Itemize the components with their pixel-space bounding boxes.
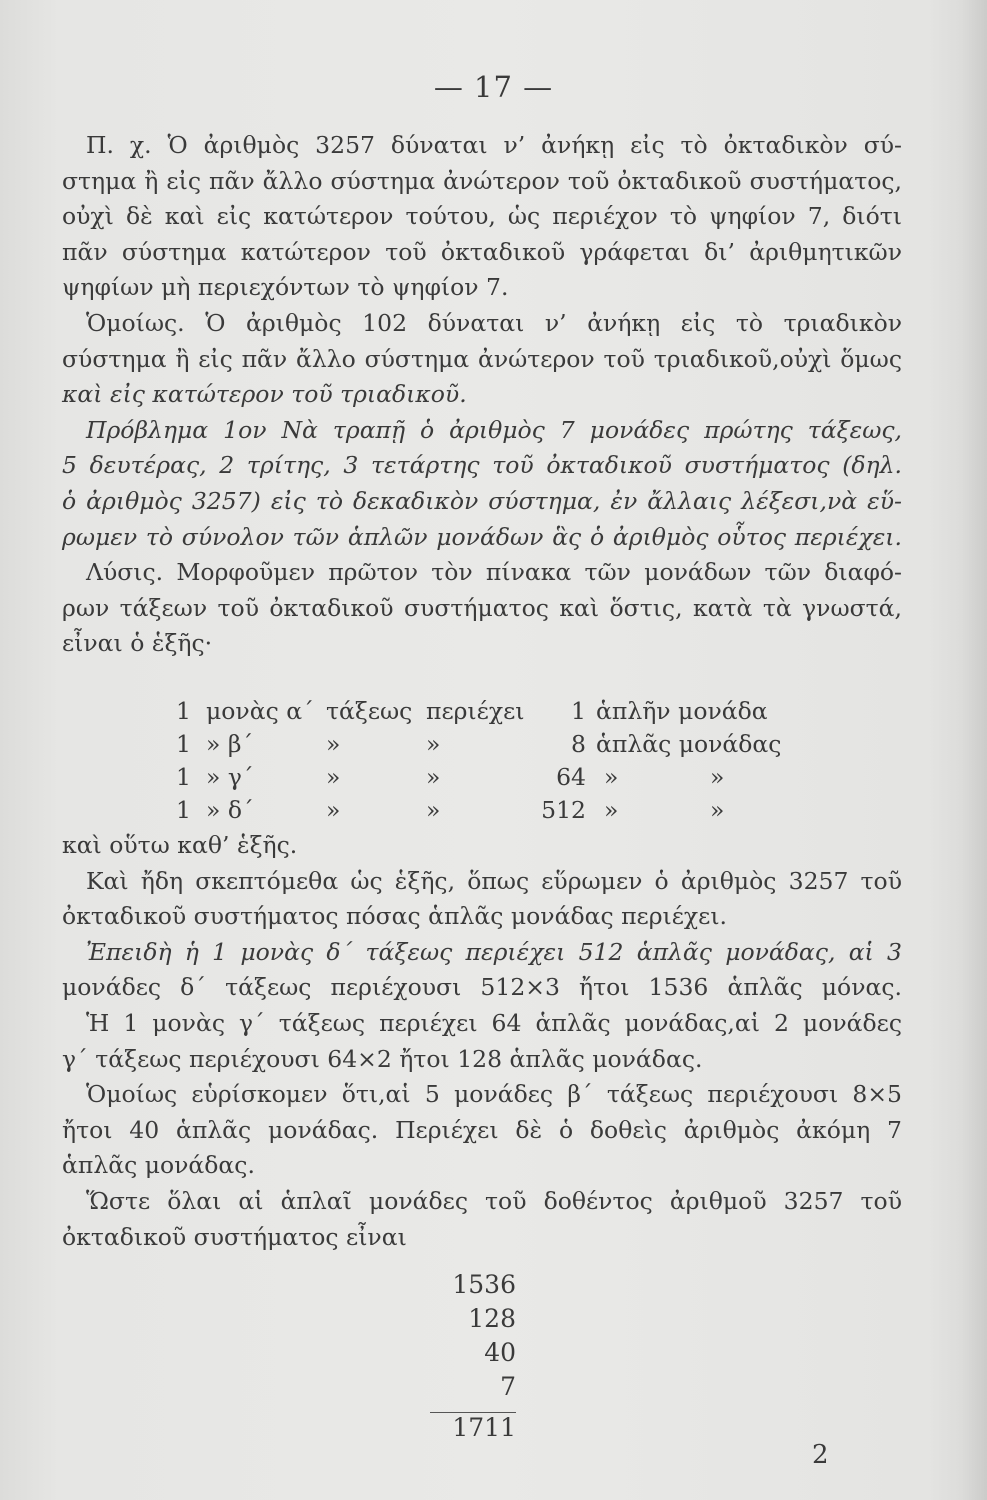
text-line: ρωμεν τὸ σύνολον τῶν ἁπλῶν μονάδων ἃς ὁ ἀριθμὸς οὗτος περιέχει.	[62, 522, 902, 551]
text-line: Ἐπειδὴ ἡ 1 μονὰς δ΄ τάξεως περιέχει 512 ἁπλᾶς μονάδας, αἱ 3	[86, 937, 902, 966]
table-cell: »	[604, 796, 619, 824]
table-cell: 1	[571, 697, 586, 725]
table-cell: »	[426, 730, 441, 758]
table-cell: περιέχει	[426, 697, 525, 725]
signature-mark: 2	[812, 1440, 829, 1470]
text-line: μονάδες δ΄ τάξεως περιέχουσι 512×3 ἤτοι 1536 ἁπλᾶς μόνας.	[62, 973, 902, 1002]
text-line: Ὥστε ὅλαι αἱ ἁπλαῖ μονάδες τοῦ δοθέντος ἀριθμοῦ 3257 τοῦ	[86, 1186, 902, 1215]
table-cell: » β΄	[206, 730, 254, 758]
page-edge-shadow	[961, 0, 987, 1500]
text-line: Καὶ ἤδη σκεπτόμεθα ὡς ἑξῆς, ὅπως εὕρωμεν ὁ ἀριθμὸς 3257 τοῦ	[86, 866, 902, 895]
table-cell: ἁπλᾶς μονάδας	[596, 730, 782, 758]
table-cell: ἁπλῆν μονάδα	[596, 697, 768, 725]
text-line: γ΄ τάξεως περιέχουσι 64×2 ἤτοι 128 ἁπλᾶς μονάδας.	[62, 1044, 703, 1073]
table-cell: 1	[176, 763, 191, 791]
problem-heading-line: Πρόβλημα 1ον Νὰ τραπῇ ὁ ἀριθμὸς 7 μονάδες πρώτης τάξεως,	[86, 415, 902, 444]
text-line: καὶ οὕτω καθ’ ἑξῆς.	[62, 831, 298, 859]
table-cell: »	[426, 796, 441, 824]
table-row	[176, 730, 816, 763]
text-line: στημα ἢ εἰς πᾶν ἄλλο σύστημα ἀνώτερον τοῦ ὀκταδικοῦ συστήματος,	[62, 166, 902, 195]
text-line: ἤτοι 40 ἁπλᾶς μονάδας. Περιέχει δὲ ὁ δοθεὶς ἀριθμὸς ἀκόμη 7	[62, 1115, 902, 1144]
text-line: ἁπλᾶς μονάδας.	[62, 1151, 255, 1180]
text-line: ρων τάξεων τοῦ ὀκταδικοῦ συστήματος καὶ ὅστις, κατὰ τὰ γνωστά,	[62, 593, 902, 622]
table-row	[176, 697, 816, 730]
text-line: ψηφίων μὴ περιεχόντων τὸ ψηφίον 7.	[62, 273, 509, 302]
sum-addend: 7	[500, 1372, 516, 1401]
text-line: Ἡ 1 μονὰς γ΄ τάξεως περιέχει 64 ἁπλᾶς μονάδας,αἱ 2 μονάδες	[86, 1008, 902, 1037]
text-line: εἶναι ὁ ἑξῆς·	[62, 629, 213, 658]
table-cell: »	[326, 796, 341, 824]
units-table	[176, 697, 816, 829]
text-line: Ὁμοίως εὑρίσκομεν ὅτι,αἱ 5 μονάδες β΄ τάξεως περιέχουσι 8×5	[86, 1080, 902, 1109]
sum-addend: 128	[468, 1304, 516, 1333]
page-number: — 17 —	[433, 70, 554, 104]
sum-addend: 1536	[452, 1270, 516, 1299]
paragraph-block-1	[62, 128, 902, 662]
text-line: ὀκταδικοῦ συστήματος εἶναι	[62, 1222, 407, 1251]
table-row	[176, 796, 816, 829]
table-cell: »	[326, 763, 341, 791]
text-line: οὐχὶ δὲ καὶ εἰς κατώτερον τούτου, ὡς περιέχον τὸ ψηφίον 7, διότι	[62, 202, 902, 231]
table-cell: 1	[176, 796, 191, 824]
table-cell: »	[326, 730, 341, 758]
text-line: Ὁμοίως. Ὁ ἀριθμὸς 102 δύναται ν’ ἀνήκῃ εἰς τὸ τριαδικὸν	[86, 308, 902, 337]
text-line: 5 δευτέρας, 2 τρίτης, 3 τετάρτης τοῦ ὀκταδικοῦ συστήματος (δηλ.	[62, 451, 902, 480]
table-cell: τάξεως	[326, 697, 413, 725]
table-cell: 64	[556, 763, 586, 791]
table-cell: » γ΄	[206, 763, 254, 791]
text-line: Π. χ. Ὁ ἀριθμὸς 3257 δύναται ν’ ἀνήκῃ εἰς τὸ ὀκταδικὸν σύ-	[86, 131, 902, 159]
table-cell: μονὰς α΄	[206, 697, 314, 725]
text-line: ὁ ἀριθμὸς 3257) εἰς τὸ δεκαδικὸν σύστημα, ἐν ἄλλαις λέξεσι,νὰ εὕ-	[62, 486, 902, 515]
sum-column	[430, 1270, 516, 1447]
table-cell: 1	[176, 697, 191, 725]
paragraph-block-2	[62, 828, 902, 1255]
solution-heading-line: Λύσις. Μορφοῦμεν πρῶτον τὸν πίνακα τῶν μονάδων τῶν διαφό-	[86, 558, 902, 587]
sum-total: 1711	[430, 1412, 516, 1447]
table-cell: »	[710, 763, 725, 791]
table-cell: 512	[541, 796, 586, 824]
table-cell: 8	[571, 730, 586, 758]
table-cell: »	[710, 796, 725, 824]
text-line: σύστημα ἢ εἰς πᾶν ἄλλο σύστημα ἀνώτερον τοῦ τριαδικοῦ,οὐχὶ ὅμως	[62, 344, 902, 373]
sum-addend: 40	[484, 1338, 516, 1367]
text-line: πᾶν σύστημα κατώτερον τοῦ ὀκταδικοῦ γράφεται δι’ ἀριθμητικῶν	[62, 237, 902, 266]
table-row	[176, 763, 816, 796]
table-cell: »	[426, 763, 441, 791]
table-cell: »	[604, 763, 619, 791]
table-cell: 1	[176, 730, 191, 758]
text-line: καὶ εἰς κατώτερον τοῦ τριαδικοῦ.	[62, 380, 467, 409]
table-cell: » δ΄	[206, 796, 254, 824]
text-line: ὀκταδικοῦ συστήματος πόσας ἁπλᾶς μονάδας περιέχει.	[62, 902, 728, 931]
